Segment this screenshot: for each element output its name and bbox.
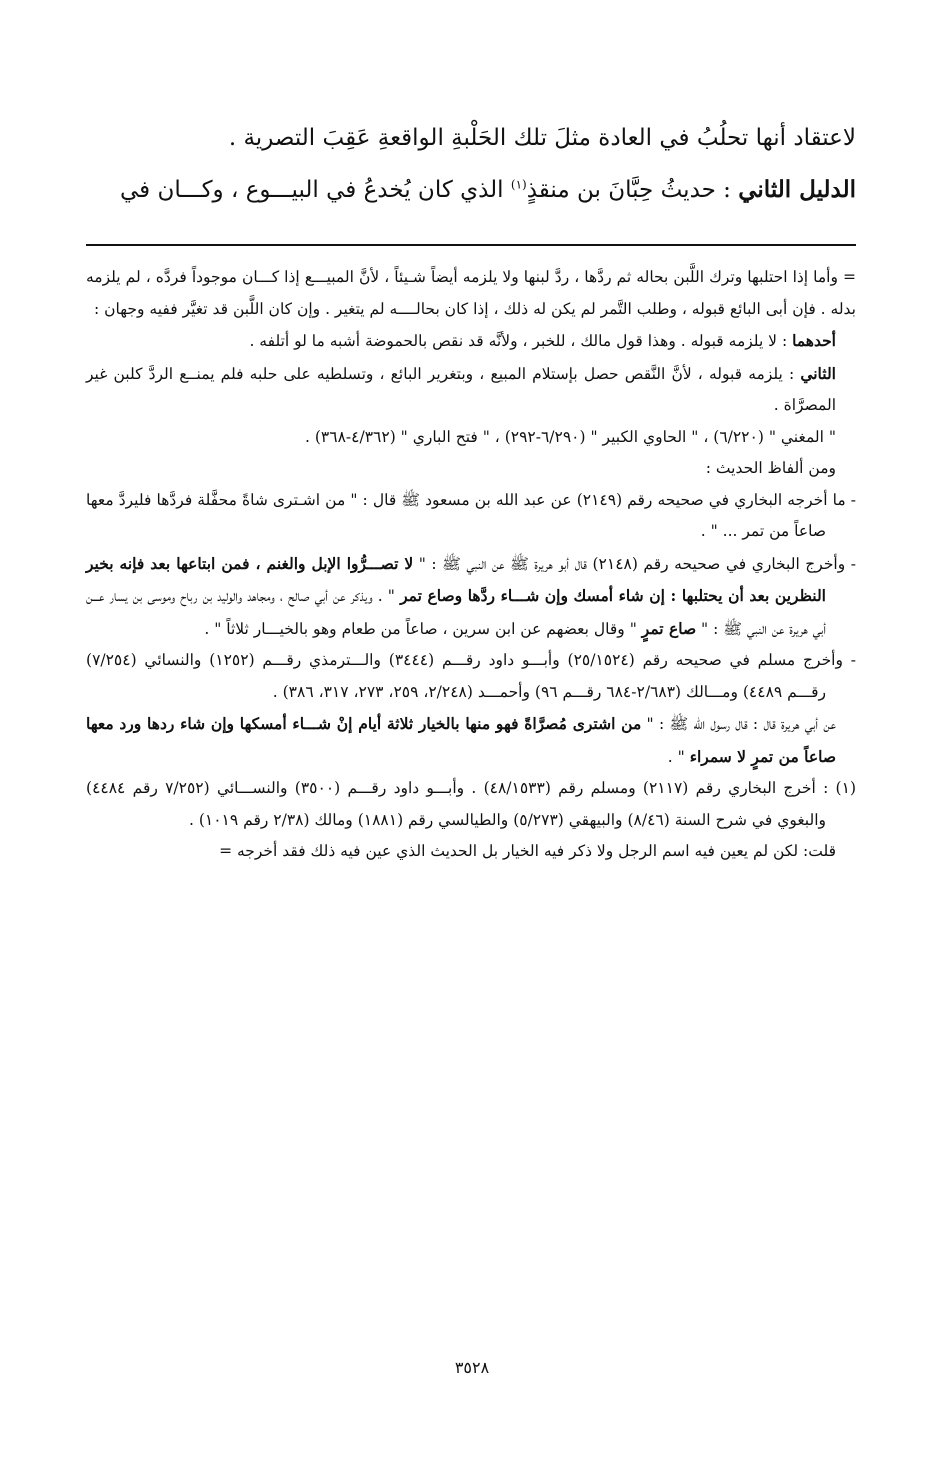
note-paragraph-2 <box>86 325 856 358</box>
note-paragraph-3 <box>86 358 856 422</box>
main-line-2-text-a: : حديثُ حِبَّانَ بن منقذٍ <box>526 177 739 203</box>
note-hadith-wordings-heading: ومن ألفاظ الحديث : <box>705 459 836 477</box>
note-paragraph-6 <box>86 708 856 773</box>
main-line-2 <box>86 164 856 216</box>
note-paragraph-6-text-a: عن أبي هريرة قال : قال رسول الله ﷺ : " <box>641 715 836 733</box>
note-references: " المغني " (٦/٢٢٠) ، " الحاوي الكبير " (٦/٢٩٠-٢٩٢) ، " فتح الباري " (٤/٣٦٢-٣٦٨) . <box>305 427 836 446</box>
note-bullet-2-text-a: - وأخرج البخاري في صحيحه رقم (٢١٤٨) قال أبو هريرة ﷺ عن النبي ﷺ : " <box>413 554 856 573</box>
main-line-2-text-b: الذي كان يُخدعُ في البيـــوع ، وكـــان في <box>120 177 511 203</box>
footnotes <box>86 262 856 868</box>
note-bullet-2-text-c: " وقال بعضهم عن ابن سرين ، صاعاً من طعام وهو بالخيـــار ثلاثاً " . <box>204 619 642 638</box>
main-line-1: لاعتقاد أنها تحلُبُ في العادة مثلَ تلك الحَلْبةِ الواقعةِ عَقِبَ التصرية . <box>228 125 856 151</box>
note-bullet-3: - وأخرج مسلم في صحيحه رقم (٢٥/١٥٢٤) وأبـــو داود رقـــم (٣٤٤٤) والـــترمذي رقـــم (١٢٥٢) والنسائي (٧/٢٥٤) رقـــم ٤٤٨٩) ومـــالك (٢/٦٨٣-٦٨٤ رقـــم ٩٦) وأحمـــد (٢/٢٤٨، ٢٥٩، ٢٧٣، ٣١٧، ٣٨٦) . <box>86 651 856 701</box>
note-paragraph-6-bold: من اشترى مُصرَّاةً فهو منها بالخيار ثلاثة أيام إنْ شـــاء أمسكها وإن شاء ردها ورد معها صاعاً من تمرٍ لا سمراء <box>86 714 836 766</box>
note-paragraph-1: = وأما إذا احتلبها وترك اللَّبن بحاله ثم ردَّها ، ردَّ لبنها ولا يلزمه أيضاً شـيئاً ، لأنَّ المبيـــع إذا كـــان موجوداً فردَّه ، لم يلزمه بدله . فإن أبى البائع قبوله ، وطلب التَّمر لم يكن له ذلك ، إذا كان بحالــــه لم يتغير . وإن كان اللَّبن قد تغيَّر ففيه وجهان : <box>86 268 856 318</box>
main-text <box>86 112 856 216</box>
footnote-1: (١) : أخرج البخاري رقم (٢١١٧) ومسلم رقم (٤٨/١٥٣٣) . وأبـــو داود رقـــم (٣٥٠٠) والنســـائي (٧/٢٥٢ رقم ٤٤٨٤) والبغوي في شرح السنة (٨/٤٦) والبيهقي (٥/٢٧٣) والطيالسي رقم (١٨٨١) ومالك (٢/٣٨ رقم ١٠١٩) . <box>86 779 856 829</box>
note-term-second: الثاني <box>800 363 836 383</box>
evidence-heading: الدليل الثاني <box>738 176 856 203</box>
note-paragraph-2-text: : لا يلزمه قبوله . وهذا قول مالك ، للخبر ، ولأنَّه قد نقص بالحموضة أشبه ما لو أتلفه . <box>249 332 793 350</box>
note-paragraph-6-text-b: " . <box>667 747 690 766</box>
note-term-first: أحدهما <box>792 331 836 350</box>
note-bullet-2-bold: لا تصـــرُّوا الإبل والغنم ، فمن ابتاعها بعد فإنه بخير النظرين بعد أن يحتلبها : إن شاء أمسك وإن شـــاء ردَّها وصاع تمر <box>86 553 826 605</box>
footnote-1-remark: قلت: لكن لم يعين فيه اسم الرجل ولا ذكر فيه الخيار بل الحديث الذي عين فيه ذلك فقد أخرجه = <box>219 842 836 860</box>
note-bullet-2-bold-2: صاع تمرٍ <box>641 618 697 638</box>
note-paragraph-3-text: : يلزمه قبوله ، لأنَّ النَّقص حصل بإستلام المبيع ، وبتغرير البائع ، وتسلطيه على حلبه فلم يمنــع الردَّ كلبن غير المصرَّاة . <box>86 364 836 414</box>
note-bullet-2-text-b: " . ويذكر عن أبي صالح ، ومجاهد والوليد بن رباح وموسى بن يسار عـــن أبي هريرة عن النبي ﷺ : " <box>86 587 826 638</box>
note-bullet-1: - ما أخرجه البخاري في صحيحه رقم (٢١٤٩) عن عبد الله بن مسعود ﷺ قال : " من اشـترى شاةً محفَّلة فردَّها فليردَّ معها صاعاً من تمر ... " . <box>86 490 856 540</box>
page-number: ٣٥٢٨ <box>454 1358 490 1377</box>
note-bullet-2 <box>86 548 856 646</box>
footnote-ref-1[interactable]: (١) <box>510 177 527 192</box>
footnote-divider <box>86 244 856 246</box>
